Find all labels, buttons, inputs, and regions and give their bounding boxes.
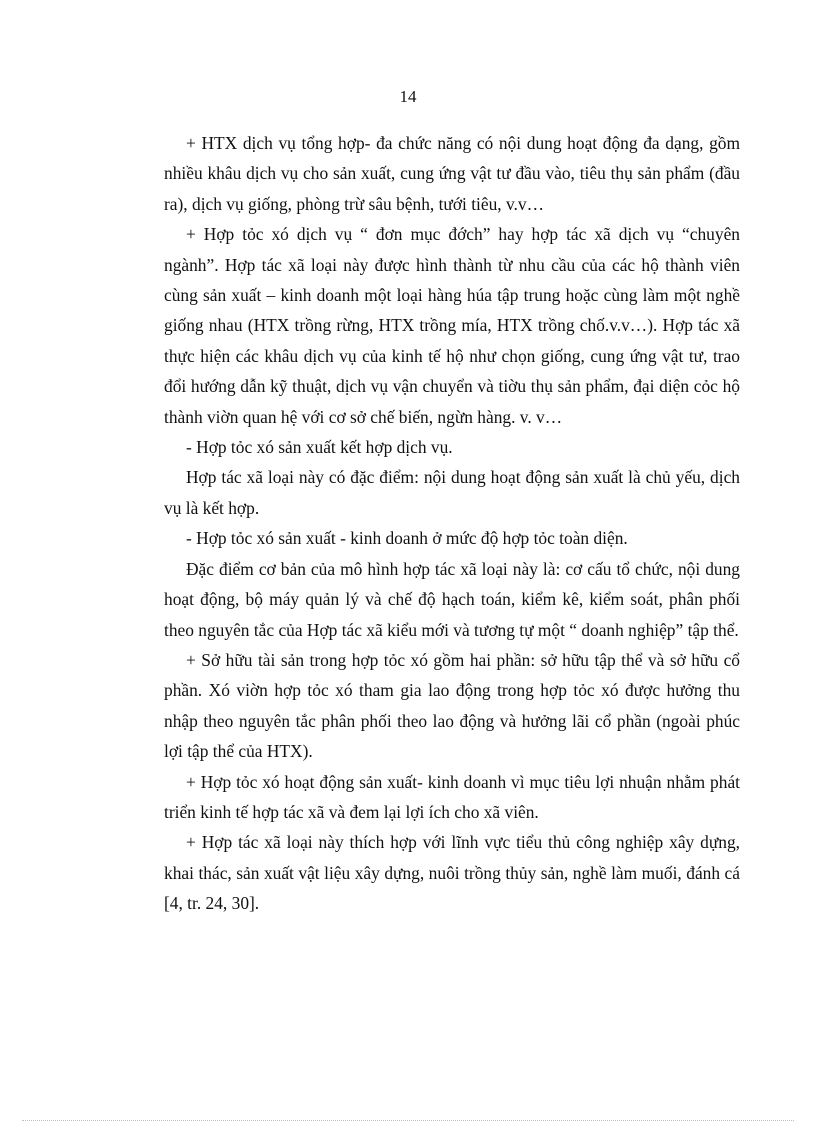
page-number: 14 xyxy=(399,87,417,106)
paragraph-dac-diem-ket-hop: Hợp tác xã loại này có đặc điểm: nội dung hoạt động sản xuất là chủ yếu, dịch vụ là kết hợp. xyxy=(164,467,740,518)
paragraph-so-huu-tai-san: + Sở hữu tài sản trong hợp tỏc xó gồm hai phần: sở hữu tập thể và sở hữu cổ phần. Xó viờn hợp tỏc xó tham gia lao động trong hợp tỏc xó được hưởng thu nhập theo nguyên tắc phân phối theo lao động và hưởng lãi cổ phần (ngoài phúc lợi tập thể của HTX). xyxy=(164,649,740,762)
paragraph-san-xuat-ket-hop: - Hợp tỏc xó sản xuất kết hợp dịch vụ. xyxy=(186,437,453,458)
paragraph-toan-dien: - Hợp tỏc xó sản xuất - kinh doanh ở mức độ hợp tỏc toàn diện. xyxy=(186,528,628,549)
paragraph-dac-diem-co-ban: Đặc điểm cơ bản của mô hình hợp tác xã loại này là: cơ cấu tổ chức, nội dung hoạt động, bộ máy quản lý và chế độ hạch toán, kiểm kê, kiểm soát, phân phối theo nguyên tắc của Hợp tác xã kiểu mới và tương tự một “ doanh nghiệp” tập thể. xyxy=(164,558,740,640)
body-text xyxy=(164,128,740,919)
page-bottom-rule xyxy=(22,1120,794,1121)
paragraph-linh-vuc-thich-hop: + Hợp tác xã loại này thích hợp với lĩnh vực tiểu thủ công nghiệp xây dựng, khai thác, sản xuất vật liệu xây dựng, nuôi trồng thủy sản, nghề làm muối, đánh cá [4, tr. 24, 30]. xyxy=(164,832,740,914)
paragraph-htx-tong-hop: + HTX dịch vụ tổng hợp- đa chức năng có nội dung hoạt động đa dạng, gồm nhiều khâu dịch vụ cho sản xuất, cung ứng vật tư đầu vào, tiêu thụ sản phẩm (đầu ra), dịch vụ giống, phòng trừ sâu bệnh, tưới tiêu, v.v… xyxy=(164,133,740,214)
paragraph-htx-don-muc-dich: + Hợp tỏc xó dịch vụ “ đơn mục đớch” hay hợp tác xã dịch vụ “chuyên ngành”. Hợp tác xã loại này được hình thành từ nhu cầu của các hộ thành viên cùng sản xuất – kinh doanh một loại hàng húa tập trung hoặc cùng làm một nghề giống nhau (HTX trồng rừng, HTX trồng mía, HTX trồng chố.v.v…). Hợp tác xã thực hiện các khâu dịch vụ của kinh tế hộ như chọn giống, cung ứng vật tư, trao đổi hướng dẫn kỹ thuật, dịch vụ vận chuyển và tiờu thụ sản phẩm, đại diện cỏc hộ thành viờn quan hệ với cơ sở chế biến, ngừn hàng. v. v… xyxy=(164,224,740,427)
paragraph-muc-tieu-loi-nhuan: + Hợp tỏc xó hoạt động sản xuất- kinh doanh vì mục tiêu lợi nhuận nhằm phát triển kinh tế hợp tác xã và đem lại lợi ích cho xã viên. xyxy=(164,771,740,822)
